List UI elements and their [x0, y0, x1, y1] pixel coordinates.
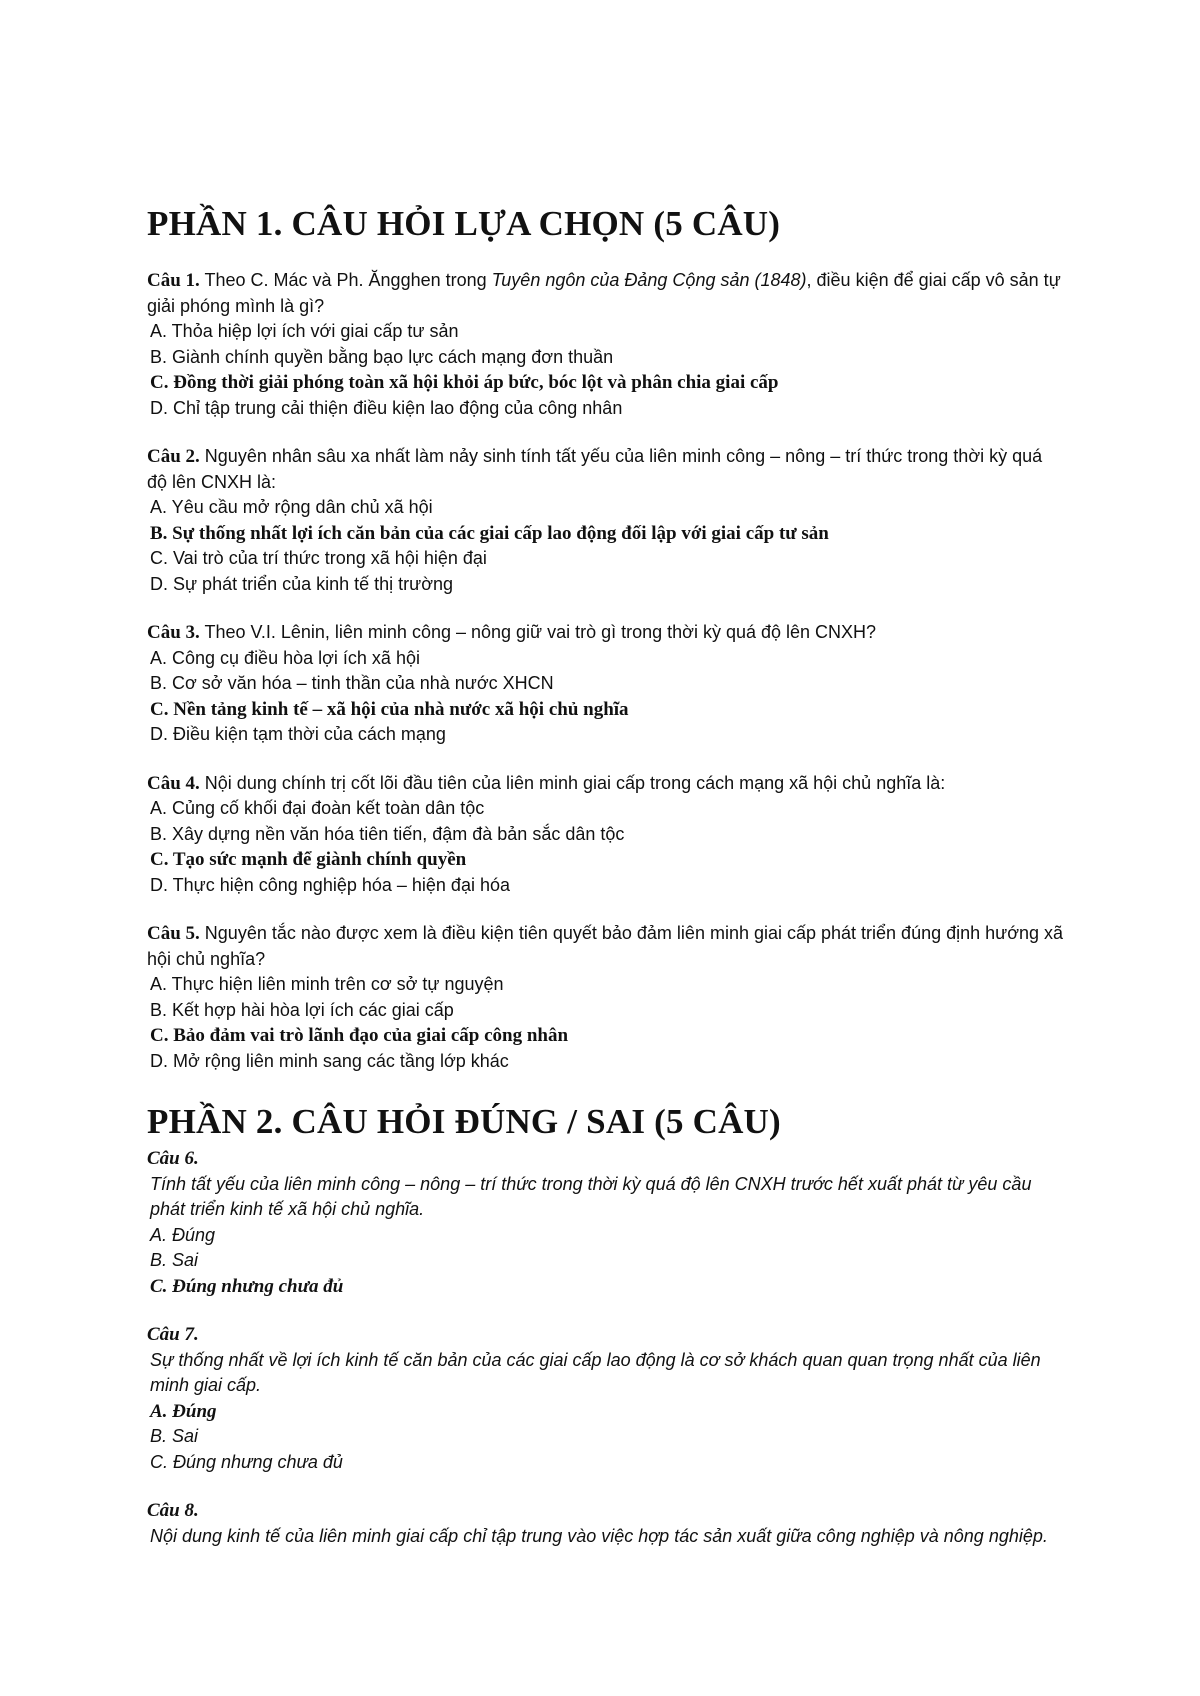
option-c-answer: C. Nền tảng kinh tế – xã hội của nhà nước xã hội chủ nghĩa — [150, 698, 629, 720]
question-1 — [147, 268, 1067, 421]
question-statement: Nội dung kinh tế của liên minh giai cấp chỉ tập trung vào việc hợp tác sản xuất giữa công nghiệp và nông nghiệp. — [150, 1525, 1048, 1546]
option-c-answer: C. Bảo đảm vai trò lãnh đạo của giai cấp công nhân — [150, 1025, 569, 1046]
option-b: B. Cơ sở văn hóa – tinh thần của nhà nước XHCN — [150, 673, 554, 693]
option-c-answer: C. Tạo sức mạnh để giành chính quyền — [150, 849, 467, 870]
question-text-italic: Tuyên ngôn của Đảng Cộng sản (1848) — [491, 270, 807, 290]
question-7 — [147, 1322, 1067, 1475]
question-text-part: Nguyên tắc nào được xem là điều kiện tiên quyết bảo đảm liên minh giai cấp phát triển đúng định hướng xã hội chủ nghĩa? — [147, 923, 1064, 969]
question-number: Câu 1. — [147, 270, 200, 291]
option-a: A. Đúng — [150, 1224, 216, 1245]
option-b: B. Sai — [150, 1250, 199, 1270]
option-a: A. Thực hiện liên minh trên cơ sở tự nguyện — [150, 974, 504, 994]
question-6 — [147, 1146, 1067, 1299]
question-number: Câu 5. — [147, 923, 200, 944]
option-c: C. Đúng nhưng chưa đủ — [150, 1451, 343, 1472]
option-c: C. Vai trò của trí thức trong xã hội hiện đại — [150, 548, 487, 568]
document-page — [147, 180, 1067, 1549]
question-8 — [147, 1498, 1067, 1549]
question-text — [147, 620, 1067, 646]
question-text — [147, 921, 1067, 972]
option-d: D. Điều kiện tạm thời của cách mạng — [150, 724, 446, 744]
question-text-part: Nội dung chính trị cốt lõi đầu tiên của liên minh giai cấp trong cách mạng xã hội chủ nghĩa là: — [199, 772, 946, 793]
question-2 — [147, 444, 1067, 597]
question-number: Câu 3. — [147, 622, 200, 643]
question-number: Câu 4. — [147, 772, 200, 794]
option-d: D. Mở rộng liên minh sang các tầng lớp khác — [150, 1050, 509, 1071]
option-b: B. Sai — [150, 1426, 199, 1446]
option-c-answer: C. Đúng nhưng chưa đủ — [150, 1275, 344, 1297]
option-b: B. Xây dựng nền văn hóa tiên tiến, đậm đà bản sắc dân tộc — [150, 823, 625, 844]
question-text — [147, 268, 1067, 319]
question-number: Câu 2. — [147, 446, 200, 467]
question-number: Câu 6. — [147, 1148, 199, 1169]
question-text-part: Nguyên nhân sâu xa nhất làm nảy sinh tính tất yếu của liên minh công – nông – trí thức trong thời kỳ quá độ lên CNXH là: — [147, 446, 1043, 492]
question-4 — [147, 771, 1067, 899]
question-statement: Sự thống nhất về lợi ích kinh tế căn bản của các giai cấp lao động là cơ sở khách quan quan trọng nhất của liên minh giai cấp. — [150, 1349, 1041, 1395]
question-number: Câu 8. — [147, 1500, 199, 1521]
option-a: A. Yêu cầu mở rộng dân chủ xã hội — [150, 497, 433, 517]
option-a: A. Thỏa hiệp lợi ích với giai cấp tư sản — [150, 321, 459, 341]
question-statement: Tính tất yếu của liên minh công – nông – trí thức trong thời kỳ quá độ lên CNXH trước hết xuất phát từ yêu cầu phát triển kinh tế xã hội chủ nghĩa. — [150, 1173, 1032, 1219]
question-text-part: Theo V.I. Lênin, liên minh công – nông giữ vai trò gì trong thời kỳ quá độ lên CNXH? — [199, 622, 877, 642]
question-3 — [147, 620, 1067, 748]
question-text — [147, 771, 1067, 797]
question-number: Câu 7. — [147, 1324, 199, 1345]
option-c-answer: C. Đồng thời giải phóng toàn xã hội khỏi áp bức, bóc lột và phân chia giai cấp — [150, 372, 779, 393]
option-b: B. Kết hợp hài hòa lợi ích các giai cấp — [150, 999, 454, 1020]
question-text-part: , điều kiện để giai cấp vô sản tự giải phóng mình là gì? — [147, 270, 1061, 316]
question-text-part: Theo C. Mác và Ph. Ăngghen trong — [199, 270, 492, 290]
option-a-answer: A. Đúng — [150, 1400, 217, 1422]
option-b-answer: B. Sự thống nhất lợi ích căn bản của các giai cấp lao động đối lập với giai cấp tư sản — [150, 522, 829, 544]
option-a: A. Công cụ điều hòa lợi ích xã hội — [150, 647, 420, 668]
section-title-part-1: PHẦN 1. CÂU HỎI LỰA CHỌN (5 CÂU) — [147, 204, 781, 243]
question-5 — [147, 921, 1067, 1074]
option-d: D. Sự phát triển của kinh tế thị trường — [150, 573, 454, 594]
option-d: D. Chỉ tập trung cải thiện điều kiện lao động của công nhân — [150, 397, 623, 418]
option-a: A. Củng cố khối đại đoàn kết toàn dân tộc — [150, 798, 485, 818]
option-b: B. Giành chính quyền bằng bạo lực cách mạng đơn thuần — [150, 346, 614, 367]
option-d: D. Thực hiện công nghiệp hóa – hiện đại hóa — [150, 874, 510, 895]
question-text — [147, 444, 1067, 495]
section-title-part-2: PHẦN 2. CÂU HỎI ĐÚNG / SAI (5 CÂU) — [147, 1102, 781, 1141]
